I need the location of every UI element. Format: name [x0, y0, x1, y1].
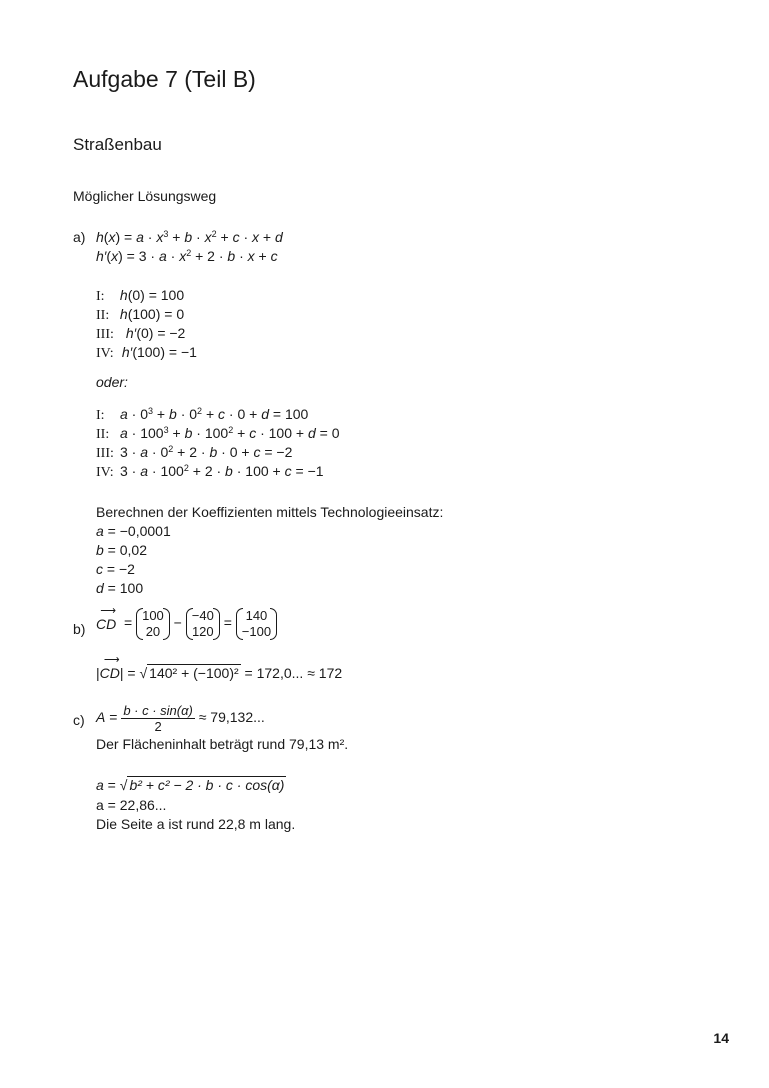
- calc-intro: Berechnen der Koeffizienten mittels Technologieeinsatz:: [96, 504, 444, 520]
- vector-equation: ⟶ CD = 100 20 − −40 120 = 140 −100: [96, 608, 277, 640]
- page-number: 14: [713, 1030, 729, 1046]
- result-a: a = −0,0001: [96, 523, 171, 539]
- function-h: $h(x) = a \cdot x^3 + b \cdot x^2 + c \cdot x + d$: [96, 229, 283, 245]
- equation-row: III: $3 \cdot a \cdot 0^2 + 2 \cdot b \cdot 0 + c = -2$: [96, 444, 293, 461]
- section-title: Straßenbau: [73, 135, 162, 154]
- matrix-1: 100 20: [136, 608, 170, 640]
- condition-row: III: h′(0) = −2: [96, 325, 186, 342]
- oder-label: oder:: [96, 374, 128, 390]
- matrix-3: 140 −100: [236, 608, 277, 640]
- equation-row: I: $a \cdot 0^3 + b \cdot 0^2 + c \cdot 0 + d = 100$: [96, 406, 309, 423]
- result-b: b = 0,02: [96, 542, 147, 558]
- area-formula: A = $\frac{b \cdot c \cdot \sin(\alpha)}{2}$ ≈ 79,132...: [96, 703, 265, 734]
- side-value: a = 22,86...: [96, 797, 167, 813]
- result-d: d = 100: [96, 580, 144, 596]
- part-c-label: c): [73, 712, 85, 728]
- page-title: Aufgabe 7 (Teil B): [73, 66, 256, 92]
- equation-row: IV: $3 \cdot a \cdot 100^2 + 2 \cdot b \cdot 100 + c = -1$: [96, 463, 324, 480]
- condition-row: I: h(0) = 100: [96, 287, 185, 304]
- condition-row: II: h(100) = 0: [96, 306, 185, 323]
- solution-heading: Möglicher Lösungsweg: [73, 188, 217, 204]
- part-a-label: a): [73, 229, 86, 245]
- vector-length: | ⟶ CD| = √ 140² + (−100)² = 172,0... ≈ 172: [96, 654, 343, 681]
- area-sentence: Der Flächeninhalt beträgt rund 79,13 m².: [96, 736, 349, 752]
- result-c: c = −2: [96, 561, 135, 577]
- function-h-prime: $h'(x) = 3 \cdot a \cdot x^2 + 2 \cdot b \cdot x + c$: [96, 248, 278, 264]
- condition-row: IV: h′(100) = −1: [96, 344, 197, 361]
- part-b-label: b): [73, 621, 86, 637]
- equation-row: II: $a \cdot 100^3 + b \cdot 100^2 + c \cdot 100 + d = 0$: [96, 425, 340, 442]
- side-sentence: Die Seite a ist rund 22,8 m lang.: [96, 816, 296, 832]
- side-formula: a = √ b² + c² − 2 · b · c · cos(α): [96, 777, 285, 793]
- matrix-2: −40 120: [186, 608, 220, 640]
